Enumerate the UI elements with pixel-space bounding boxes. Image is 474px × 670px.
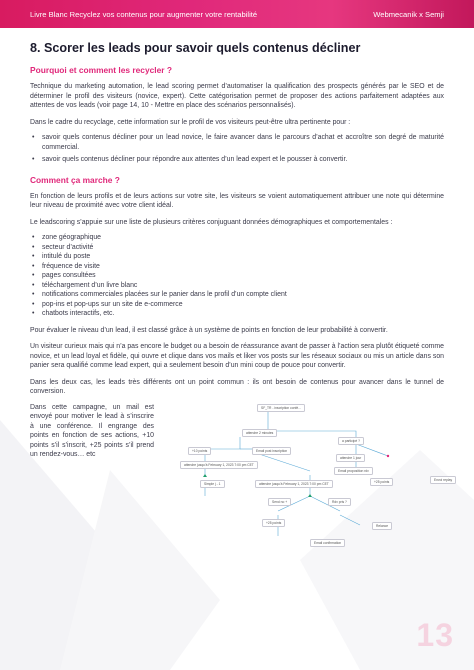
paragraph-novice-expert: Un visiteur curieux mais qui n’a pas encore le budget ou a besoin de réassurance avant de passer à l’action sera plutôt étiqueté comme novice, et un lead loyal et fidèle, qui ouvre et clique dans vos mails et liker vos posts sur les réseaux sociaux ou mis un article dans son panier sera qualifié comme lead expert, qui a seulement besoin d’un mini coup de pouce pour convertir. (30, 343, 444, 369)
page-number: 13 (416, 617, 454, 653)
workflow-node-participated: a participé ? (338, 437, 364, 446)
header-document-title: Livre Blanc Recyclez vos contenus pour augmenter votre rentabilité (30, 10, 258, 19)
workflow-node-wait-1day: attendre 1 jour (336, 454, 365, 463)
subheading-why-how: Pourquoi et comment les recycler ? (30, 65, 172, 75)
workflow-node-plus10: +10 points (188, 447, 211, 456)
workflow-node-wait-until-1: attendre jusqu’à February 1, 2023 7:00 pm CET (180, 461, 258, 470)
list-item: • pages consultées (30, 271, 444, 281)
workflow-node-send-no: Send no + (268, 498, 291, 507)
section-title: 8. Scorer les leads pour savoir quels contenus décliner (30, 41, 361, 55)
paragraph-scoring-profiles: En fonction de leurs profils et de leurs actions sur votre site, les visiteurs se voient automatiquement attribuer une note qui détermine leur niveau de proximité avec votre client idéal. (30, 192, 444, 209)
workflow-node-plus25-a: +25 points (370, 478, 393, 487)
header-brand: Webmecanik x Semji (373, 10, 444, 19)
paragraph-common-point: Dans les deux cas, les leads très différents ont un point commun : ils ont besoin de contenus pour avancer dans le tunnel de conversion. (30, 378, 444, 395)
paragraph-recycling-context: Dans le cadre du recyclage, cette information sur le profil de vos visiteurs peut-être ultra pertinente pour : (30, 118, 351, 126)
workflow-node-rdv-pris: Rdv pris ? (328, 498, 351, 507)
workflow-node-trigger: SF_TR - inscription confé... (257, 404, 305, 413)
workflow-node-simple: Simple j - 1 (200, 480, 225, 489)
workflow-node-plus25-b: +25 points (262, 519, 285, 528)
list-item: • chatbots interactifs, etc. (30, 309, 444, 319)
list-item: • téléchargement d’un livre blanc (30, 281, 444, 291)
list-item: • secteur d’activité (30, 243, 444, 253)
paragraph-criteria-intro: Le leadscoring s’appuie sur une liste de plusieurs critères conjuguant données démographiques et comportementales : (30, 218, 393, 226)
workflow-node-email-confirmation: Email confirmation (310, 539, 345, 548)
workflow-connectors (160, 401, 444, 551)
list-item: • fréquence de visite (30, 262, 444, 272)
list-item: • zone géographique (30, 233, 444, 243)
list-item: • intitulé du poste (30, 252, 444, 262)
subheading-how-it-works: Comment ça marche ? (30, 174, 120, 185)
list-item: • notifications commerciales placées sur le panier dans le profil d’un compte client (30, 290, 444, 300)
paragraph-campaign: Dans cette campagne, un mail est envoyé pour motiver le lead à s’inscrire à une conférence. Il engrange des points en fonction de ses actions, +10 points s’il s’inscrit, +25 points s’il prend un rendez-vous… etc (30, 403, 154, 458)
bullet-list-criteria (30, 233, 444, 319)
paragraph-lead-scoring-intro: Technique du marketing automation, le lead scoring permet d’automatiser la qualification des prospects générés par le SEO et de déterminer le profil des visiteurs (novice, expert). Cette catégorisation permet de proposer des actions parfaitement adaptées aux attentes de vos leads (voir page 14, 10 - Mettre en place des scénarios personnalisés). (30, 83, 444, 109)
workflow-node-email-rdv: Email proposition rdv (334, 467, 373, 476)
list-item: • savoir quels contenus décliner pour un lead novice, le faire avancer dans le parcours d’achat et accroître son degré de maturité commercial. (30, 133, 444, 152)
workflow-node-email-post: Email post inscription (252, 447, 291, 456)
workflow-node-wait-until-2: attendre jusqu’à February 1, 2023 7:00 pm CET (255, 480, 333, 489)
workflow-node-replay: Envoi replay (430, 476, 456, 485)
list-item: • savoir quels contenus décliner pour répondre aux attentes d’un lead expert et le pousser à convertir. (30, 155, 444, 165)
workflow-node-relance: Relance (372, 522, 392, 531)
page-content (30, 28, 453, 551)
workflow-diagram (160, 401, 453, 551)
list-item: • pop-ins et pop-ups sur un site de e-commerce (30, 300, 444, 310)
bullet-list-usages (30, 133, 444, 165)
workflow-node-wait-2min: attendre 2 minutes (242, 429, 277, 438)
paragraph-points-system: Pour évaluer le niveau d’un lead, il est classé grâce à un système de points en fonction de leur probabilité à convertir. (30, 326, 388, 334)
campaign-section (30, 401, 453, 551)
